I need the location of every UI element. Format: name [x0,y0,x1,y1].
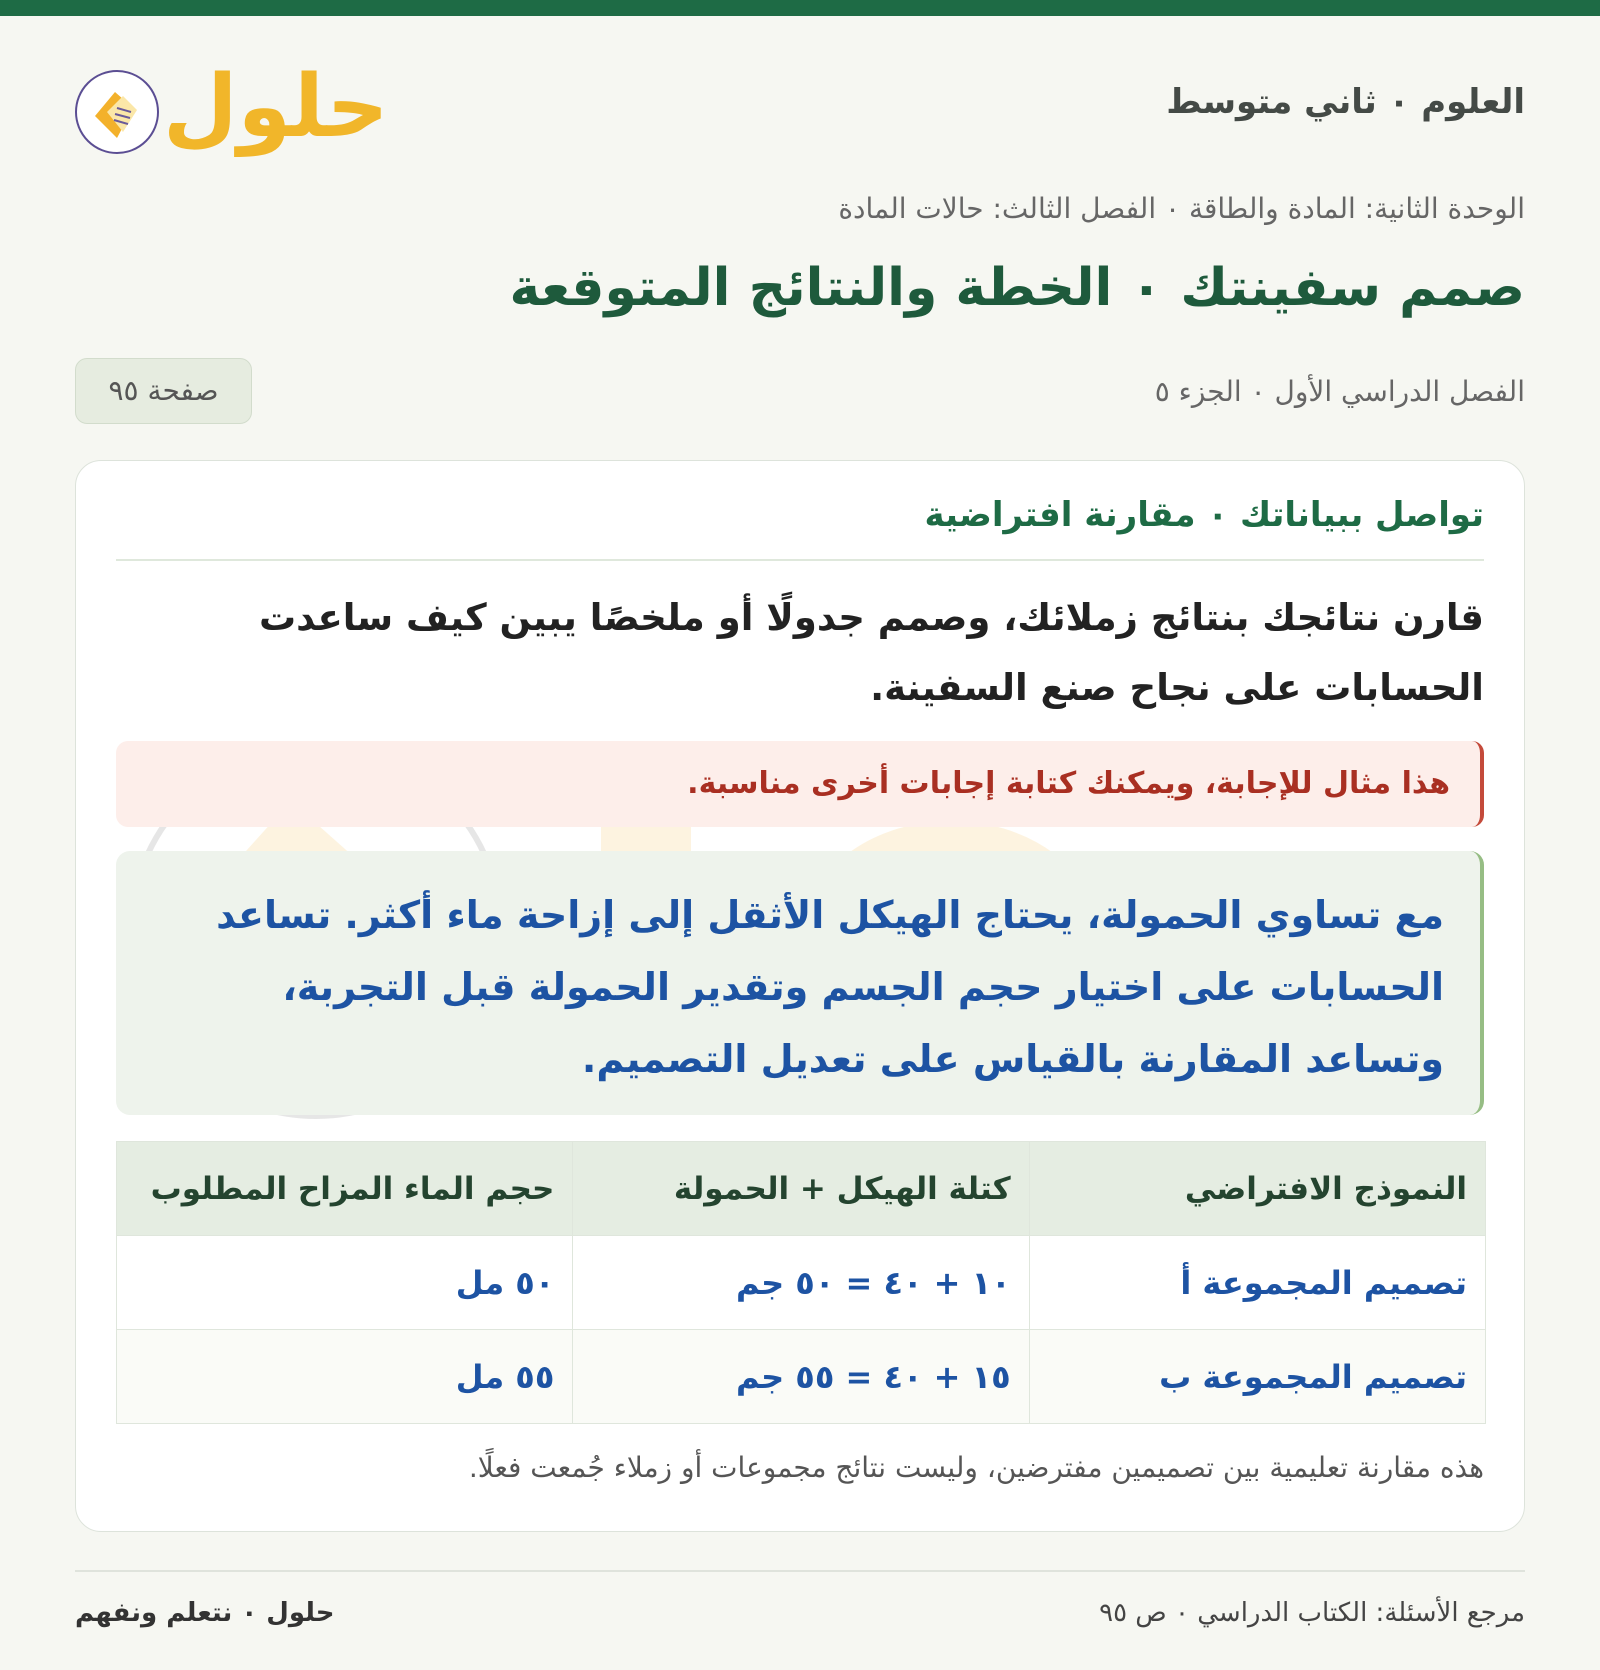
table-header-row [117,1142,1486,1236]
content-card [75,460,1525,1532]
footer-reference: مرجع الأسئلة: الكتاب الدراسي ٠ ص ٩٥ [1099,1598,1525,1628]
answer-box: مع تساوي الحمولة، يحتاج الهيكل الأثقل إلى إزاحة ماء أكثر. تساعد الحسابات على اختيار حجم الجسم وتقدير الحمولة قبل التجربة، وتساعد المقارنة بالقياس على تعديل التصميم. [116,851,1484,1115]
header-mass: كتلة الهيكل + الحمولة [573,1142,1029,1236]
header-volume: حجم الماء المزاح المطلوب [117,1142,573,1236]
header-model: النموذج الافتراضي [1029,1142,1485,1236]
cell-volume: ٥٥ مل [117,1330,573,1424]
subject-grade-label: العلوم ٠ ثاني متوسط [1166,82,1525,122]
comparison-table [116,1141,1486,1424]
page-header [75,52,1525,172]
section-divider [116,559,1484,561]
breadcrumb: الوحدة الثانية: المادة والطاقة ٠ الفصل الثالث: حالات المادة [838,192,1525,225]
footer-divider [75,1570,1525,1572]
term-part-label: الفصل الدراسي الأول ٠ الجزء ٥ [1154,375,1525,408]
footer-brand: حلول ٠ نتعلم ونفهم [75,1598,335,1628]
table-row [117,1330,1486,1424]
disclaimer-text: هذه مقارنة تعليمية بين تصميمين مفترضين، وليست نتائج مجموعات أو زملاء جُمعت فعلًا. [468,1451,1484,1484]
section-title: تواصل ببياناتك ٠ مقارنة افتراضية [924,495,1484,535]
example-answer-note: هذا مثال للإجابة، ويمكنك كتابة إجابات أخرى مناسبة. [116,741,1484,827]
site-logo[interactable] [75,52,389,172]
logo-wordmark: حلول [163,57,389,157]
cell-model: تصميم المجموعة أ [1029,1236,1485,1330]
top-accent-bar [0,0,1600,16]
table-row [117,1236,1486,1330]
cell-mass: ١٠ + ٤٠ = ٥٠ جم [573,1236,1029,1330]
question-text: قارن نتائجك بنتائج زملائك، وصمم جدولًا أو ملخصًا يبين كيف ساعدت الحسابات على نجاح صنع السفينة. [258,596,1484,709]
page-title: صمم سفينتك ٠ الخطة والنتائج المتوقعة [509,258,1525,318]
page-number-badge: صفحة ٩٥ [75,358,252,424]
cell-volume: ٥٠ مل [117,1236,573,1330]
book-icon [75,70,159,154]
cell-mass: ١٥ + ٤٠ = ٥٥ جم [573,1330,1029,1424]
cell-model: تصميم المجموعة ب [1029,1330,1485,1424]
